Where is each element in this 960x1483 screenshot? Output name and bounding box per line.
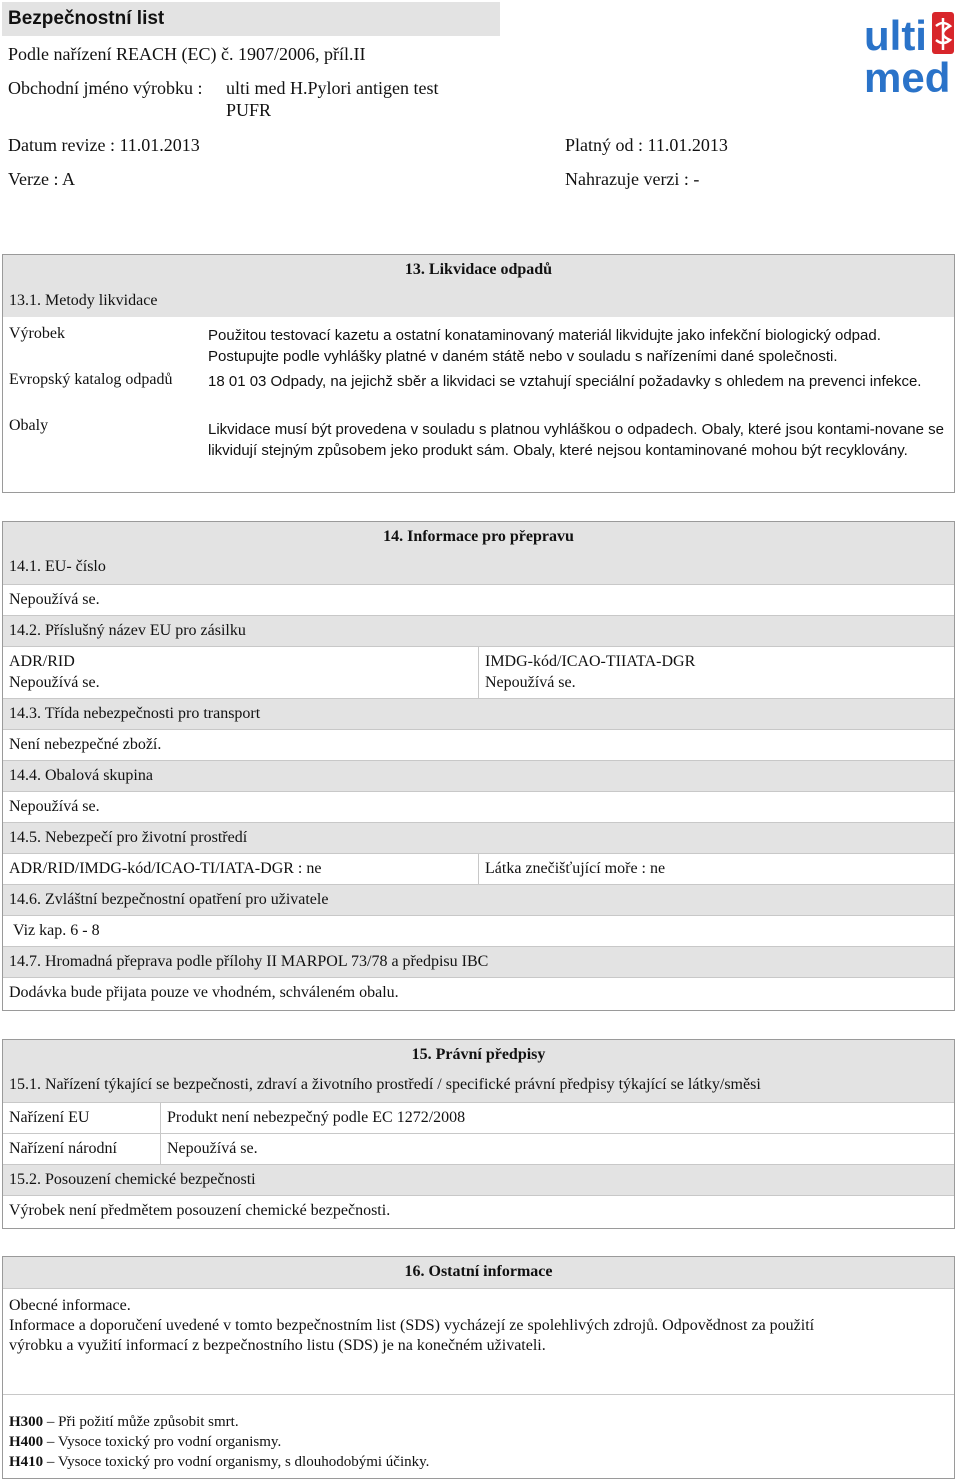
section-14-header — [3, 522, 954, 584]
section-13-header — [3, 255, 954, 317]
general-info-block — [9, 1296, 864, 1356]
row-eu-regulation — [3, 1102, 954, 1133]
h-code: H410 — [9, 1454, 44, 1470]
eu-regulation-label: Nařízení EU — [9, 1109, 90, 1126]
row-label: Výrobek — [9, 325, 65, 342]
row-14-5-heading — [3, 822, 954, 853]
h-text: – Vysoce toxický pro vodní organismy. — [46, 1434, 282, 1450]
h-statement — [9, 1412, 429, 1432]
logo-text-ulti: ulti — [864, 12, 927, 59]
logo-graphic — [864, 10, 956, 96]
heading-14-5: 14.5. Nebezpečí pro životní prostředí — [9, 829, 248, 846]
row-14-2-heading — [3, 615, 954, 646]
row-14-5-values — [3, 853, 954, 884]
row-waste-catalog — [3, 365, 954, 417]
row-14-7-value — [3, 977, 954, 1008]
column-divider — [160, 1103, 161, 1133]
row-national-regulation — [3, 1133, 954, 1164]
row-14-6-heading — [3, 884, 954, 915]
heading-15-2: 15.2. Posouzení chemické bezpečnosti — [9, 1171, 256, 1188]
section-14 — [2, 521, 955, 1011]
h-text: – Při požití může způsobit smrt. — [46, 1414, 239, 1430]
row-14-4-value — [3, 791, 954, 822]
section-15 — [2, 1039, 955, 1229]
adr-label: ADR/RID — [9, 653, 75, 670]
adr-block — [3, 651, 106, 693]
row-15-2-value — [3, 1195, 954, 1226]
row-label: Evropský katalog odpadů — [9, 371, 173, 388]
row-value: 18 01 03 Odpady, na jejichž sběr a likvidaci se vztahují speciální požadavky s ohledem na prevenci infekce. — [208, 373, 922, 390]
row-14-1-value — [3, 584, 954, 615]
row-15-2-heading — [3, 1164, 954, 1195]
row-packaging — [3, 417, 954, 493]
version: Verze : A — [8, 169, 75, 189]
value-14-5-marine: Látka znečišťující moře : ne — [485, 860, 666, 877]
h-statements-list — [9, 1412, 429, 1472]
row-general-info — [3, 1288, 954, 1394]
valid-from: Platný od : 11.01.2013 — [565, 135, 728, 155]
heading-14-6: 14.6. Zvláštní bezpečnostní opatření pro uživatele — [9, 891, 329, 908]
section-14-title: 14. Informace pro přepravu — [383, 528, 574, 545]
section-16-header — [3, 1257, 954, 1288]
logo-text-med: med — [864, 54, 951, 96]
heading-15-1: 15.1. Nařízení týkající se bezpečnosti, zdraví a životního prostředí / specifické právní předpisy týkající se látky/směsi — [9, 1076, 761, 1093]
row-h-statements — [3, 1394, 954, 1478]
h-code: H300 — [9, 1414, 44, 1430]
trade-name-label: Obchodní jméno výrobku : — [8, 78, 203, 98]
value-14-4: Nepoužívá se. — [9, 798, 100, 815]
imdg-label: IMDG-kód/ICAO-TIIATA-DGR — [485, 653, 696, 670]
row-14-3-value — [3, 729, 954, 760]
imdg-block — [479, 651, 701, 693]
section-16-title: 16. Ostatní informace — [404, 1263, 553, 1280]
adr-value: Nepoužívá se. — [9, 674, 100, 691]
eu-regulation-value: Produkt není nebezpečný podle EC 1272/2008 — [167, 1109, 466, 1126]
row-label: Obaly — [9, 417, 49, 434]
h-statement — [9, 1432, 429, 1452]
heading-14-1: 14.1. EU- číslo — [9, 558, 106, 575]
row-value: Použitou testovací kazetu a ostatní konataminovaný materiál likvidujte jako infekční biologický odpad. Postupujte podle vyhlášky platné v daném státě nebo v souladu s nařízeními dané společnosti. — [208, 327, 881, 365]
value-14-5-transport: ADR/RID/IMDG-kód/ICAO-TI/IATA-DGR : ne — [9, 860, 322, 877]
general-info-text: Informace a doporučení uvedené v tomto bezpečnostním list (SDS) vycházejí ze spolehlivých zdrojů. Odpovědnost za použití výrobku a využití informací z bezpečnostního listu (SDS) je na konečném uživateli. — [9, 1317, 815, 1354]
section-15-header — [3, 1040, 954, 1102]
value-14-1: Nepoužívá se. — [9, 591, 100, 608]
document-title: Bezpečnostní list — [2, 2, 500, 36]
row-14-4-heading — [3, 760, 954, 791]
national-regulation-value: Nepoužívá se. — [167, 1140, 258, 1157]
heading-14-7: 14.7. Hromadná přeprava podle přílohy II MARPOL 73/78 a předpisu IBC — [9, 953, 489, 970]
heading-14-4: 14.4. Obalová skupina — [9, 767, 153, 784]
trade-name-value: ulti med H.Pylori antigen test — [226, 78, 439, 98]
h-text: – Vysoce toxický pro vodní organismy, s dlouhodobými účinky. — [46, 1454, 430, 1470]
heading-14-3: 14.3. Třída nebezpečnosti pro transport — [9, 705, 261, 722]
replaces-version: Nahrazuje verzi : - — [565, 169, 700, 189]
section-13 — [2, 254, 955, 493]
value-15-2: Výrobek není předmětem posouzení chemické bezpečnosti. — [9, 1202, 391, 1219]
value-14-3: Není nebezpečné zboží. — [9, 736, 162, 753]
section-13-title: 13. Likvidace odpadů — [404, 261, 553, 278]
value-14-6: Viz kap. 6 - 8 — [13, 922, 100, 939]
general-info-label: Obecné informace. — [9, 1297, 131, 1314]
regulation-line: Podle nařízení REACH (EC) č. 1907/2006, příl.II — [8, 44, 366, 64]
section-13-1-heading: 13.1. Metody likvidace — [9, 292, 158, 309]
h-statement — [9, 1452, 429, 1472]
trade-name-value-2: PUFR — [226, 100, 272, 120]
heading-14-2: 14.2. Příslušný název EU pro zásilku — [9, 622, 246, 639]
imdg-value: Nepoužívá se. — [485, 674, 576, 691]
column-divider — [160, 1134, 161, 1164]
value-14-7: Dodávka bude přijata pouze ve vhodném, schváleném obalu. — [9, 984, 399, 1001]
section-16 — [2, 1256, 955, 1479]
row-14-2-values — [3, 646, 954, 698]
section-15-title: 15. Právní předpisy — [411, 1046, 546, 1063]
row-14-7-heading — [3, 946, 954, 977]
row-vyrobek — [3, 317, 954, 365]
revision-date: Datum revize : 11.01.2013 — [8, 135, 200, 155]
row-14-3-heading — [3, 698, 954, 729]
h-code: H400 — [9, 1434, 44, 1450]
national-regulation-label: Nařízení národní — [9, 1140, 117, 1157]
row-14-6-value — [3, 915, 954, 946]
row-value: Likvidace musí být provedena v souladu s platnou vyhláškou o odpadech. Obaly, které jsou kontami-novane se likvidují stejným způsobem jeko produkt sám. Obaly, které nejsou kontaminované mohou být recyklovány. — [208, 421, 944, 459]
ultimed-logo — [864, 10, 956, 96]
column-divider — [478, 854, 479, 884]
